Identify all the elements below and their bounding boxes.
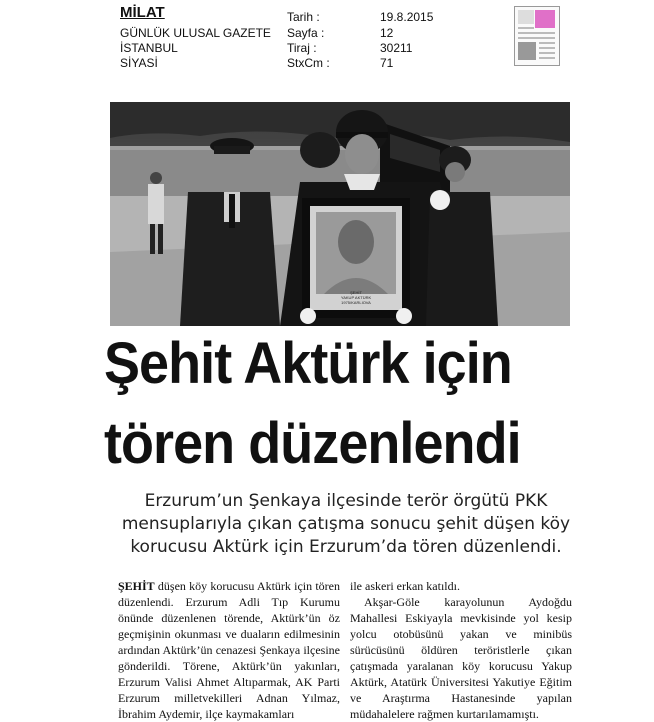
headline-line-2: tören düzenlendi xyxy=(104,411,521,476)
stxcm-label: StxCm : xyxy=(287,56,330,70)
page-label: Sayfa : xyxy=(287,26,325,40)
publication-type: GÜNLÜK ULUSAL GAZETE xyxy=(120,26,271,40)
article-column-1-text: düşen köy korucusu Aktürk için tören düzenlendi. Erzurum Adli Tıp Kurumu önünde düzenlenen törende, Aktürk’ün öz geçmişinin okunması ve duaların edilmesinin ardından Aktürk’ün cenazesi Şenkaya ilçesine gönderildi. Törene, Aktürk’ün yakınları, Erzurum Valisi Ahmet Altıparmak, AK Parti Erzurum milletvekilleri Adnan Yılmaz, İbrahim Aydemir, ilçe kaymakamları xyxy=(118,579,340,721)
publication-city: İSTANBUL xyxy=(120,41,178,55)
article-column-1 xyxy=(118,578,340,722)
circulation-value: 30211 xyxy=(380,41,413,55)
portrait-caption-line: ŞEHİT xyxy=(350,290,362,295)
page-thumbnail xyxy=(514,6,560,66)
headline-line-1: Şehit Aktürk için xyxy=(104,331,512,396)
portrait-caption-line: YAKUP AKTÜRK xyxy=(340,295,372,300)
date-value: 19.8.2015 xyxy=(380,10,434,24)
article-column-2-paragraph: Akşar-Göle karayolunun Aydoğdu Mahallesi Eskiyayla mevkisinde yol kesip yolcu otobüsünü yakan ve minibüs sürücüsünü öldüren teröristlerle çıkan çatışmada yaralanan köy korucusu Yakup Aktürk, Atatürk Üniversitesi Yakutiye Eğitim ve Araştırma Hastanesinde yapılan müdahalelere rağmen kurtarılamamıştı. xyxy=(350,595,572,721)
portrait-caption xyxy=(310,290,402,305)
page-value: 12 xyxy=(380,26,394,40)
article-column-2-paragraph: ile askeri erkan katıldı. xyxy=(350,579,460,593)
publication-name: MİLAT xyxy=(120,4,165,21)
article-lead-word: ŞEHİT xyxy=(118,579,155,593)
publication-section: SİYASİ xyxy=(120,56,158,70)
article-lead: Erzurum’un Şenkaya ilçesinde terör örgütü PKK mensuplarıyla çıkan çatışma sonucu şehit düşen köy korucusu Aktürk için Erzurum’da tören düzenlendi. xyxy=(121,491,571,557)
date-label: Tarih : xyxy=(287,10,320,24)
portrait-caption-line: 1975/KARLIOVA xyxy=(341,300,371,305)
stxcm-value: 71 xyxy=(380,56,394,70)
article-column-2 xyxy=(350,578,572,722)
ceremony-photo xyxy=(110,102,570,326)
circulation-label: Tiraj : xyxy=(287,41,317,55)
